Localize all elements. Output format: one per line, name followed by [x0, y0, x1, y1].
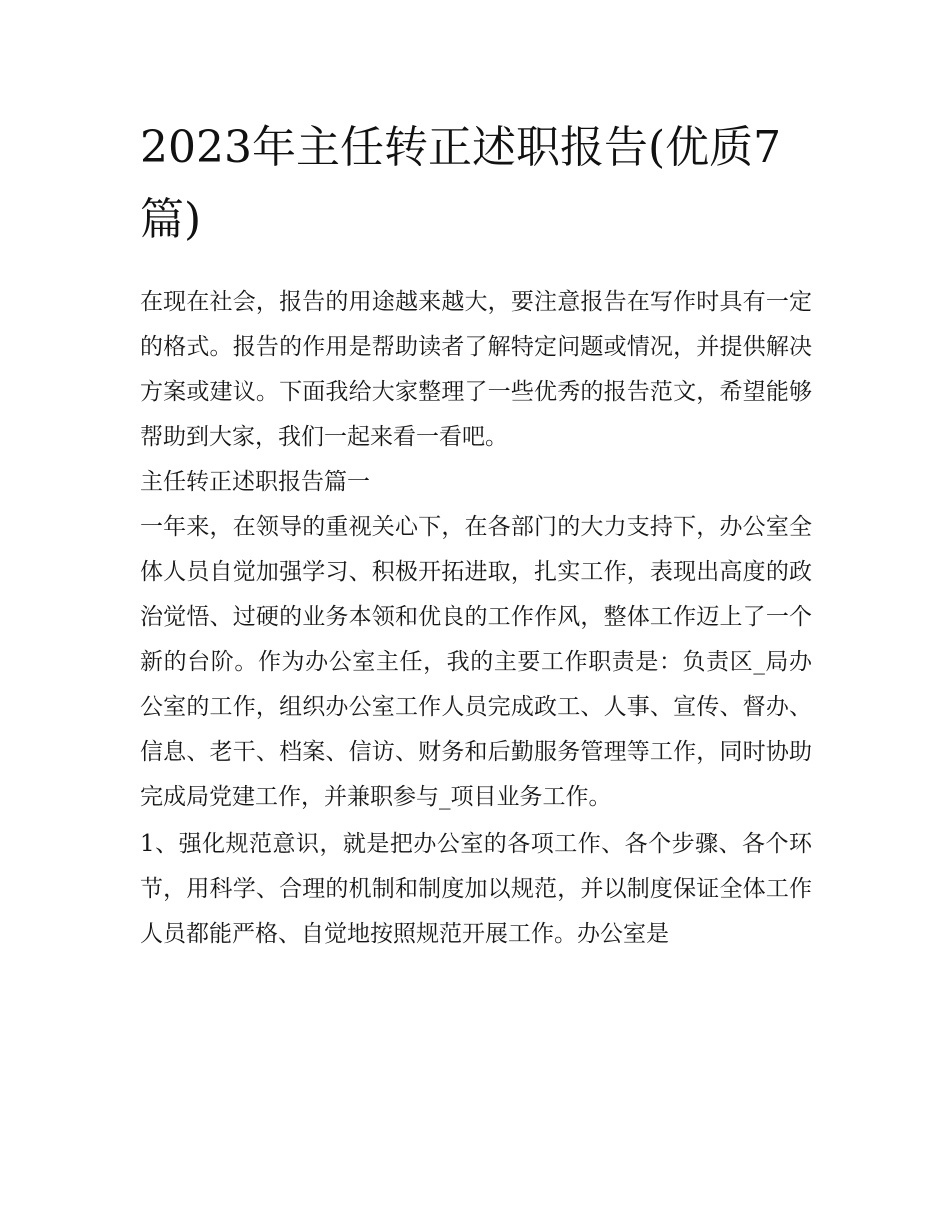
body-paragraph-1: 一年来，在领导的重视关心下，在各部门的大力支持下，办公室全体人员自觉加强学习、积极开拓进取，扎实工作，表现出高度的政治觉悟、过硬的业务本领和优良的工作作风，整体工作迈上了一个新的台阶。作为办公室主任，我的主要工作职责是：负责区_局办公室的工作，组织办公室工作人员完成政工、人事、宣传、督办、信息、老干、档案、信访、财务和后勤服务管理等工作，同时协助完成局党建工作，并兼职参与_项目业务工作。: [140, 514, 812, 810]
intro-paragraph: 在现在社会，报告的用途越来越大，要注意报告在写作时具有一定的格式。报告的作用是帮助读者了解特定问题或情况，并提供解决方案或建议。下面我给大家整理了一些优秀的报告范文，希望能够帮助到大家，我们一起来看一看吧。: [140, 289, 812, 450]
document-content: [140, 112, 812, 957]
body-paragraph-2: 1、强化规范意识，就是把办公室的各项工作、各个步骤、各个环节，用科学、合理的机制和制度加以规范，并以制度保证全体工作人员都能严格、自觉地按照规范开展工作。办公室是: [140, 831, 812, 947]
document-title: 2023年主任转正述职报告(优质7篇): [140, 122, 782, 245]
section-heading: 主任转正述职报告篇一: [140, 469, 370, 495]
document-body: [140, 280, 812, 957]
